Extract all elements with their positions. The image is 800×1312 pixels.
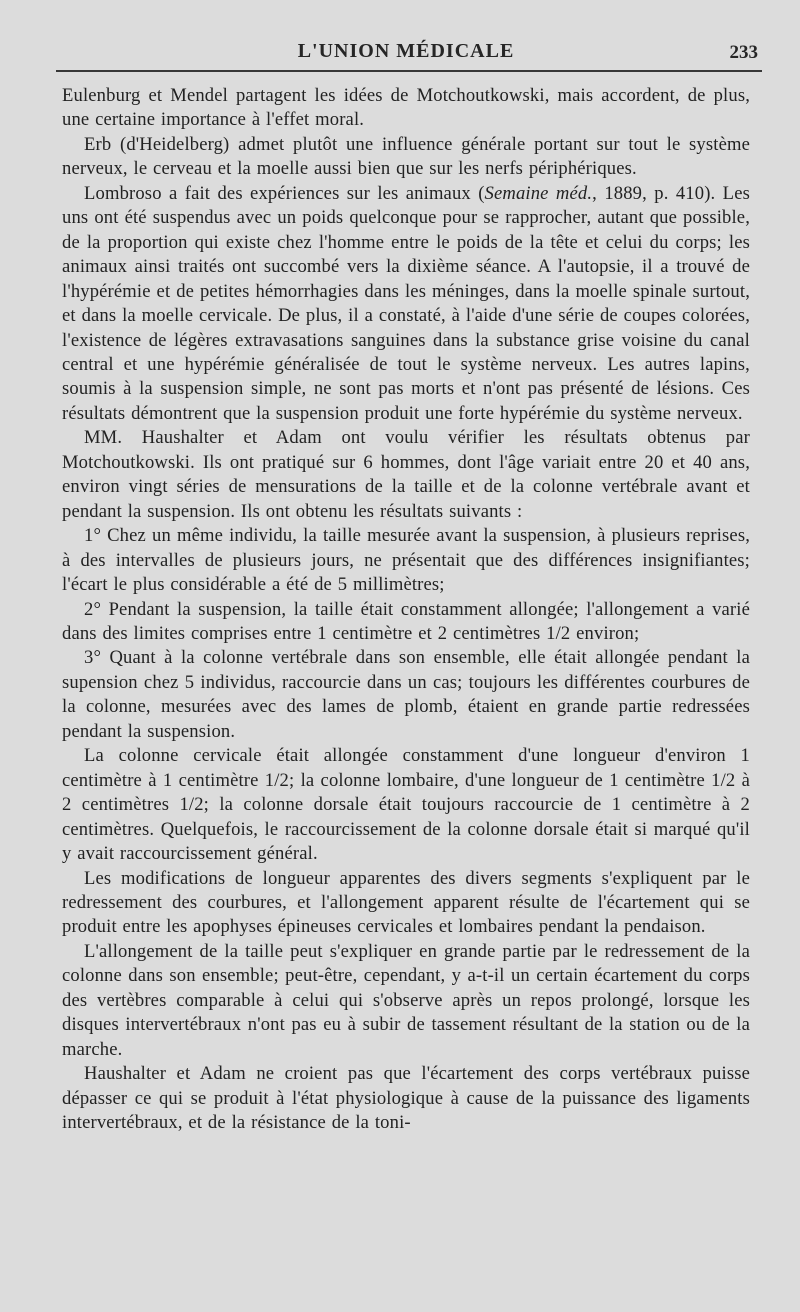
paragraph-erb: Erb (d'Heidelberg) admet plutôt une influence générale portant sur tout le système nerveux, le cerveau et la moelle aussi bien que sur les nerfs périphériques. [62,133,750,180]
journal-title: L'UNION MÉDICALE [297,40,515,62]
paragraph-allongement: L'allongement de la taille peut s'expliquer en grande partie par le redressement de la colonne dans son ensemble; peut-être, cependant, y a-t-il un certain écartement du corps des vertèbres comparable à celui qui s'observe après un repos prolongé, lorsque les disques intervertébraux n'ont pas eu à subir de tassement résultant de la station ou de la marche. [62,940,750,1060]
paragraph-lombroso-rest: , 1889, p. 410). Les uns ont été suspendus avec un poids quelconque pour se rapprocher, autant que possible, de la proportion qui existe chez l'homme entre le poids de la tête et celui du corps; les animaux ainsi traités ont succombé vers la dixième séance. A l'autopsie, il a trouvé de l'hypérémie et de petites hémorrhagies dans les méninges, dans la moelle spinale surtout, et dans la moelle cervicale. De plus, il a constaté, à l'aide d'une série de coupes colorées, l'existence de légères extravasations sanguines dans la substance grise voisine du canal central et une hypérémie généralisée de tout le système nerveux. Les autres lapins, soumis à la suspension simple, ne sont pas morts et n'ont pas présenté de lésions. Ces résultats démontrent que la suspension produit une forte hypérémie du système nerveux. [62,182,750,424]
page-number: 233 [729,42,758,63]
article-body [62,74,750,1135]
citation-journal: Semaine méd. [484,182,593,204]
running-header [62,0,758,74]
result-item-1: 1° Chez un même individu, la taille mesurée avant la suspension, à plusieurs reprises, à des intervalles de plusieurs jours, ne présentait que des différences insignifiantes; l'écart le plus considérable a été de 5 millimètres; [62,525,750,596]
result-item-2: 2° Pendant la suspension, la taille était constamment allongée; l'allongement a varié dans des limites comprises entre 1 centimètre et 2 centimètres 1/2 environ; [62,598,750,644]
paragraph-eulenburg: Eulenburg et Mendel partagent les idées de Motchoutkowski, mais accordent, de plus, une certaine importance à l'effet moral. [62,85,750,131]
header-rule [56,70,762,72]
paragraph-haushalter-adam: MM. Haushalter et Adam ont voulu vérifier les résultats obtenus par Motchoutkowski. Ils ont pratiqué sur 6 hommes, dont l'âge variait entre 20 et 40 ans, environ vingt séries de mensurations de la taille et de la colonne vertébrale avant et pendant la suspension. Ils ont obtenu les résultats suivants : [62,427,750,522]
paragraph-conclusion: Haushalter et Adam ne croient pas que l'écartement des corps vertébraux puisse dépasser ce qui se produit à l'état physiologique à cause de la puissance des ligaments intervertébraux, et de la résistance de la toni- [62,1063,750,1134]
result-item-3: 3° Quant à la colonne vertébrale dans son ensemble, elle était allongée pendant la supension chez 5 individus, raccourcie dans un cas; toujours les différentes courbures de la colonne, mesurées avec des lames de plomb, étaient en grande partie redressées pendant la suspension. [62,647,750,742]
paragraph-lombroso-start: Lombroso a fait des expériences sur les animaux ( [84,182,485,204]
paragraph-cervical-column: La colonne cervicale était allongée constamment d'une longueur d'environ 1 centimètre à 1 centimètre 1/2; la colonne lombaire, d'une longueur de 1 centimètre 1/2 à 2 centimètres 1/2; la colonne dorsale était toujours raccourcie de 1 centimètre à 2 centimètres. Quelquefois, le raccourcissement de la colonne dorsale était si marqué qu'il y avait raccourcissement général. [62,745,750,865]
paragraph-modifications: Les modifications de longueur apparentes des divers segments s'expliquent par le redressement des courbures, et l'allongement apparent résulte de l'écartement qui se produit entre les apophyses épineuses cervicales et lombaires pendant la pendaison. [62,867,750,938]
paragraph-lombroso [62,182,750,427]
